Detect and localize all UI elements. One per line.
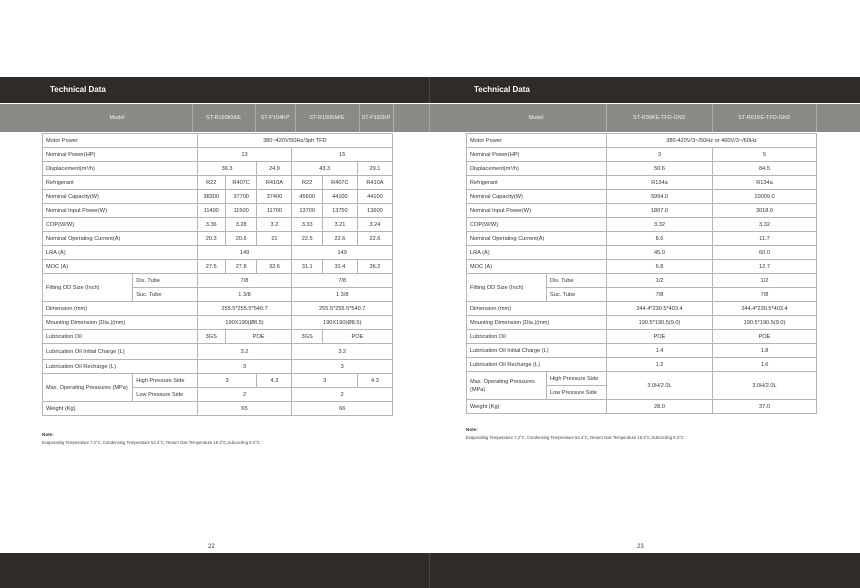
table-row [43, 190, 393, 204]
row-label: Lubrication Oil Initial Charge (L) [43, 344, 198, 360]
cell: R22 [292, 176, 322, 190]
cell: 24.9 [257, 162, 292, 176]
table-row [43, 232, 393, 246]
cell: 27.8 [225, 260, 257, 274]
page-number-left: 22 [208, 544, 215, 550]
cell: 15 [292, 148, 393, 162]
row-label: Lubrication Oil Recharge (L) [467, 358, 607, 372]
page-divider [429, 77, 430, 103]
left-header-model-4: ST-P182KP [361, 115, 391, 121]
table-row [467, 176, 817, 190]
cell: R407C [322, 176, 357, 190]
cell: 28.0 [607, 400, 713, 414]
table-row [467, 260, 817, 274]
cell: R410A [257, 176, 292, 190]
cell: 244.4*230.5*403.4 [607, 302, 713, 316]
cell: 190.5*190.5(9.0) [713, 316, 817, 330]
cell: 37400 [257, 190, 292, 204]
table-row [467, 330, 817, 344]
table-row [43, 162, 393, 176]
cell: 45.0 [607, 246, 713, 260]
right-header-model-1: ST-R36KE-TFD-GN3 [633, 115, 685, 121]
cell: 29.1 [357, 162, 392, 176]
cell: 190.5*190.5(9.0) [607, 316, 713, 330]
bottom-banner [0, 553, 860, 588]
cell: 22.5 [292, 232, 322, 246]
cell: 7/8 [197, 274, 292, 288]
cell: 2 [292, 388, 393, 402]
cell: POE [225, 330, 292, 344]
table-row [467, 344, 817, 358]
cell: 3.32 [713, 218, 817, 232]
right-note-title: Note: [466, 427, 478, 432]
cell: 3 [197, 374, 257, 388]
cell: 27.5 [197, 260, 225, 274]
cell: 3.24 [357, 218, 392, 232]
cell: 190X190(Ø8.5) [292, 316, 393, 330]
sub-label: Suc. Tube [133, 288, 197, 302]
cell: 3GS [292, 330, 322, 344]
left-note-text: Evaporating Temperature 7.2°C, Condensing Temperature 54.4°C, Return Gas Temperature 18.3°C,Subcooling 8.3°C [42, 440, 260, 445]
row-label: Lubrication Oil Recharge (L) [43, 360, 198, 374]
cell: 1.2 [607, 358, 713, 372]
table-row [43, 218, 393, 232]
cell: 380~420V/50Hz/3ph TFD [197, 134, 392, 148]
cell: 36.3 [197, 162, 257, 176]
row-label: Nominal Input Power(W) [467, 204, 607, 218]
cell: 37700 [225, 190, 257, 204]
row-label: Displacement(m³/h) [43, 162, 198, 176]
cell: R407C [225, 176, 257, 190]
cell: 3.33 [292, 218, 322, 232]
cell: R410A [357, 176, 392, 190]
sub-label: Dis. Tube [547, 274, 607, 288]
cell: 32.6 [257, 260, 292, 274]
table-row [43, 360, 393, 374]
row-label: Weight (Kg) [43, 402, 198, 416]
table-row [467, 232, 817, 246]
left-note-title: Note: [42, 432, 54, 437]
cell: 22.6 [322, 232, 357, 246]
table-row [467, 246, 817, 260]
right-header-model-2: ST-R61KE-TFD-GN3 [738, 115, 790, 121]
cell: 8.6 [607, 232, 713, 246]
cell: 1/2 [713, 274, 817, 288]
table-row [43, 302, 393, 316]
cell: 66 [292, 402, 393, 416]
row-label: COP(W/W) [43, 218, 198, 232]
cell: 5 [713, 148, 817, 162]
cell: POE [322, 330, 392, 344]
cell: 244.4*230.5*403.4 [713, 302, 817, 316]
cell: 31.1 [292, 260, 322, 274]
table-row [467, 148, 817, 162]
row-label: Nominal Capacity(W) [467, 190, 607, 204]
table-row [467, 358, 817, 372]
sub-label: High Pressure Side [547, 372, 607, 386]
cell: POE [607, 330, 713, 344]
table-row [43, 330, 393, 344]
top-banner [0, 77, 860, 103]
page-divider [429, 104, 430, 132]
row-label: Max. Operating Pressures (MPa) [43, 374, 133, 402]
cell: 3 [607, 148, 713, 162]
table-row [43, 374, 393, 388]
left-header-model-2: ST-P154KP [260, 115, 290, 121]
cell: 1.6 [713, 358, 817, 372]
row-label: Displacement(m³/h) [467, 162, 607, 176]
table-row [43, 176, 393, 190]
row-label: Fitting OD Size (Inch) [43, 274, 133, 302]
row-label: Motor Power [43, 134, 198, 148]
cell: 2 [197, 388, 292, 402]
cell: 3.36 [197, 218, 225, 232]
cell: 21 [257, 232, 292, 246]
cell: 3.2 [292, 344, 393, 360]
cell: 3GS [197, 330, 225, 344]
cell: 1 3/8 [292, 288, 393, 302]
cell: 6.8 [607, 260, 713, 274]
left-header-model: Model [109, 115, 125, 121]
row-label: MOC (A) [43, 260, 198, 274]
table-row [43, 344, 393, 360]
cell: 11400 [197, 204, 225, 218]
cell: 10009.0 [713, 190, 817, 204]
cell: 3 [292, 374, 357, 388]
row-label: Nominal Power(HP) [43, 148, 198, 162]
table-row [43, 260, 393, 274]
cell: 1/2 [607, 274, 713, 288]
right-note-text: Evaporating Temperature 7.2°C, Condensing Temperature 54.4°C, Return Gas Temperature 18.3°C,Subcooling 8.3°C [466, 435, 684, 440]
sub-label: Suc. Tube [547, 288, 607, 302]
table-row [467, 190, 817, 204]
row-label: Refrigerant [467, 176, 607, 190]
cell: 84.5 [713, 162, 817, 176]
cell: 1 3/8 [197, 288, 292, 302]
cell: 44100 [357, 190, 392, 204]
cell: 37.0 [713, 400, 817, 414]
cell: 149 [292, 246, 393, 260]
cell: 13750 [322, 204, 357, 218]
row-label: Lubrication Oil [43, 330, 198, 344]
table-row [467, 400, 817, 414]
left-section-title: Technical Data [50, 85, 106, 94]
cell: 3.0H/2.0L [713, 372, 817, 400]
cell: 20.6 [225, 232, 257, 246]
cell: 380-420V/3~/50Hz or 460V/3~/60Hz [607, 134, 817, 148]
cell: POE [713, 330, 817, 344]
cell: 38300 [197, 190, 225, 204]
row-label: LRA (A) [43, 246, 198, 260]
row-label: Nominal Input Power(W) [43, 204, 198, 218]
table-row [467, 302, 817, 316]
header-separator [393, 104, 394, 132]
table-row [43, 204, 393, 218]
row-label: COP(W/W) [467, 218, 607, 232]
cell: 44100 [322, 190, 357, 204]
cell: 13700 [292, 204, 322, 218]
table-row [43, 274, 393, 288]
cell: 1.8 [713, 344, 817, 358]
cell: 36.2 [357, 260, 392, 274]
row-label: Weight (Kg) [467, 400, 607, 414]
sub-label: High Pressure Side [133, 374, 197, 388]
cell: 43.3 [292, 162, 357, 176]
cell: 12.7 [713, 260, 817, 274]
row-label: Mounting Dimension (Dia.)(mm) [43, 316, 198, 330]
right-section-title: Technical Data [474, 85, 530, 94]
cell: 3.2 [197, 344, 292, 360]
cell: 31.4 [322, 260, 357, 274]
table-row [467, 372, 817, 386]
cell: R134a [713, 176, 817, 190]
table-row [43, 148, 393, 162]
cell: 3.32 [607, 218, 713, 232]
left-header-model-1: ST-R160KM/E [205, 115, 242, 121]
header-separator [816, 104, 817, 132]
cell: 60.0 [713, 246, 817, 260]
row-label: Lubrication Oil Initial Charge (L) [467, 344, 607, 358]
cell: 3 [292, 360, 393, 374]
cell: 13 [197, 148, 292, 162]
row-label: Max. Operating Pressures (MPa) [467, 372, 547, 400]
cell: 5994.0 [607, 190, 713, 204]
table-row [467, 218, 817, 232]
right-header-model: Model [528, 115, 544, 121]
row-label: Nominal Capacity(W) [43, 190, 198, 204]
table-row [43, 316, 393, 330]
cell: 190X190(Ø8.5) [197, 316, 292, 330]
cell: 1807.0 [607, 204, 713, 218]
table-row [467, 274, 817, 288]
row-label: Refrigerant [43, 176, 198, 190]
cell: 1.4 [607, 344, 713, 358]
cell: 3 [197, 360, 292, 374]
cell: 11.7 [713, 232, 817, 246]
cell: 149 [197, 246, 292, 260]
row-label: LRA (A) [467, 246, 607, 260]
cell: 45600 [292, 190, 322, 204]
left-header-model-3: ST-R190KM/E [309, 115, 345, 121]
cell: 11500 [225, 204, 257, 218]
cell: 7/8 [292, 274, 393, 288]
cell: 7/8 [713, 288, 817, 302]
table-row [43, 134, 393, 148]
cell: 4.3 [357, 374, 392, 388]
table-row [467, 134, 817, 148]
cell: 7/8 [607, 288, 713, 302]
cell: 255.5*255.5*540.7 [197, 302, 292, 316]
cell: 11700 [257, 204, 292, 218]
cell: 3.2 [257, 218, 292, 232]
cell: 3018.0 [713, 204, 817, 218]
table-row [467, 204, 817, 218]
cell: R22 [197, 176, 225, 190]
row-label: Nominal Operating Current(A) [43, 232, 198, 246]
sub-label: Dis. Tube [133, 274, 197, 288]
cell: 3.21 [322, 218, 357, 232]
row-label: Dimension (mm) [467, 302, 607, 316]
sub-label: Low Pressure Side [547, 386, 607, 400]
cell: 255.5*255.5*540.7 [292, 302, 393, 316]
table-row [467, 162, 817, 176]
cell: 4.3 [257, 374, 292, 388]
table-row [43, 402, 393, 416]
right-spec-table [466, 133, 817, 414]
cell: 13600 [357, 204, 392, 218]
row-label: Lubrication Oil [467, 330, 607, 344]
sub-label: Low Pressure Side [133, 388, 197, 402]
row-label: Dimension (mm) [43, 302, 198, 316]
row-label: Nominal Power(HP) [467, 148, 607, 162]
cell: 22.6 [357, 232, 392, 246]
row-label: Nominal Operating Current(A) [467, 232, 607, 246]
row-label: Motor Power [467, 134, 607, 148]
row-label: Fitting OD Size (Inch) [467, 274, 547, 302]
row-label: Mounting Dimension (Dia.)(mm) [467, 316, 607, 330]
row-label: MOC (A) [467, 260, 607, 274]
left-spec-table [42, 133, 393, 416]
cell: 20.3 [197, 232, 225, 246]
cell: R134a [607, 176, 713, 190]
cell: 50.6 [607, 162, 713, 176]
cell: 3.0H/2.0L [607, 372, 713, 400]
cell: 3.28 [225, 218, 257, 232]
table-row [467, 316, 817, 330]
cell: 65 [197, 402, 292, 416]
table-row [43, 246, 393, 260]
page-number-right: 23 [637, 544, 644, 550]
page-divider [429, 553, 430, 588]
